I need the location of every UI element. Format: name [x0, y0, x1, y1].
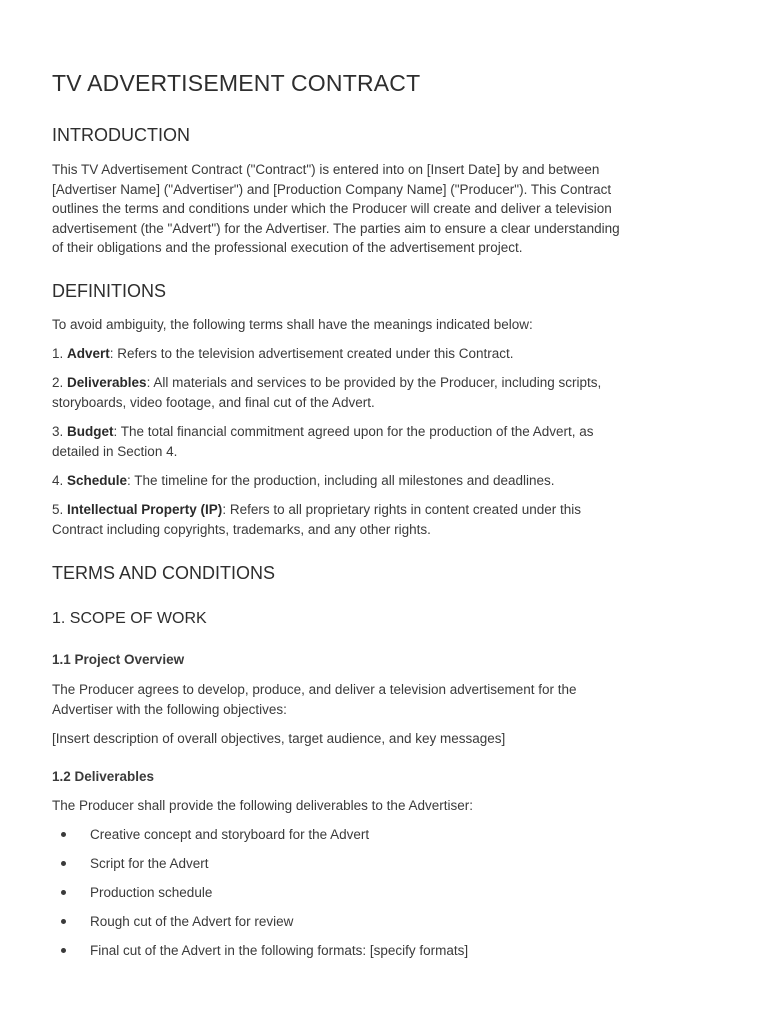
definition-term: Schedule	[67, 473, 128, 488]
text-line: Advertiser with the following objectives:	[52, 701, 287, 717]
definition-item-schedule	[52, 471, 712, 491]
bullet-icon	[61, 919, 66, 924]
definition-term: Intellectual Property (IP)	[67, 502, 223, 517]
text-line: of their obligations and the professional execution of the advertisement project.	[52, 240, 523, 256]
project-overview-heading: 1.1 Project Overview	[52, 652, 185, 667]
introduction-paragraph	[52, 160, 712, 258]
definition-number: 2.	[52, 375, 68, 390]
text-line: This TV Advertisement Contract ("Contract") is entered into on [Insert Date] by and between	[52, 162, 600, 177]
deliverables-intro: The Producer shall provide the following deliverables to the Advertiser:	[52, 798, 473, 813]
text-line: The Producer agrees to develop, produce, and deliver a television advertisement for the	[52, 682, 577, 697]
definition-number: 1.	[52, 346, 68, 361]
deliverables-heading: 1.2 Deliverables	[52, 769, 155, 784]
terms-heading: TERMS AND CONDITIONS	[52, 563, 276, 583]
definition-item-deliverables	[52, 373, 712, 412]
definition-item-budget	[52, 422, 712, 461]
definition-text: Contract including copyrights, trademarks, and any other rights.	[52, 521, 431, 537]
list-item-text: Final cut of the Advert in the following formats: [specify formats]	[90, 943, 469, 958]
definition-text: : Refers to the television advertisement created under this Contract.	[109, 346, 514, 361]
definition-text: : The timeline for the production, including all milestones and deadlines.	[127, 473, 555, 488]
definitions-heading: DEFINITIONS	[52, 281, 167, 301]
bullet-icon	[61, 832, 66, 837]
scope-of-work-heading: 1. SCOPE OF WORK	[52, 610, 207, 627]
definition-text: detailed in Section 4.	[52, 443, 178, 459]
definition-term: Advert	[67, 346, 110, 361]
text-line: [Advertiser Name] ("Advertiser") and [Production Company Name] ("Producer"). This Contract	[52, 181, 612, 197]
project-overview-placeholder: [Insert description of overall objectives, target audience, and key messages]	[52, 731, 506, 746]
bullet-icon	[61, 861, 66, 866]
document-title: TV ADVERTISEMENT CONTRACT	[52, 70, 421, 96]
list-item-text: Production schedule	[90, 885, 213, 900]
project-overview-paragraph	[52, 680, 712, 719]
bullet-icon	[61, 948, 66, 953]
list-item-text: Rough cut of the Advert for review	[90, 914, 294, 929]
list-item-text: Script for the Advert	[90, 856, 209, 871]
definition-number: 5.	[52, 502, 68, 517]
definition-term: Deliverables	[67, 375, 147, 390]
definition-text: : Refers to all proprietary rights in content created under this	[222, 502, 581, 517]
definition-number: 3.	[52, 424, 68, 439]
introduction-heading: INTRODUCTION	[52, 125, 190, 145]
definitions-intro: To avoid ambiguity, the following terms shall have the meanings indicated below:	[52, 317, 533, 332]
definition-text: storyboards, video footage, and final cut of the Advert.	[52, 394, 375, 410]
text-line: outlines the terms and conditions under which the Producer will create and deliver a television	[52, 201, 612, 217]
definition-item-ip	[52, 500, 712, 539]
definition-text: : The total financial commitment agreed upon for the production of the Advert, as	[113, 424, 594, 439]
definition-number: 4.	[52, 473, 68, 488]
bullet-icon	[61, 890, 66, 895]
definition-text: : All materials and services to be provided by the Producer, including scripts,	[146, 375, 602, 390]
text-line: advertisement (the "Advert") for the Advertiser. The parties aim to ensure a clear understanding	[52, 220, 620, 236]
definition-item-advert	[52, 344, 712, 364]
definition-term: Budget	[67, 424, 114, 439]
list-item-text: Creative concept and storyboard for the Advert	[90, 827, 370, 842]
